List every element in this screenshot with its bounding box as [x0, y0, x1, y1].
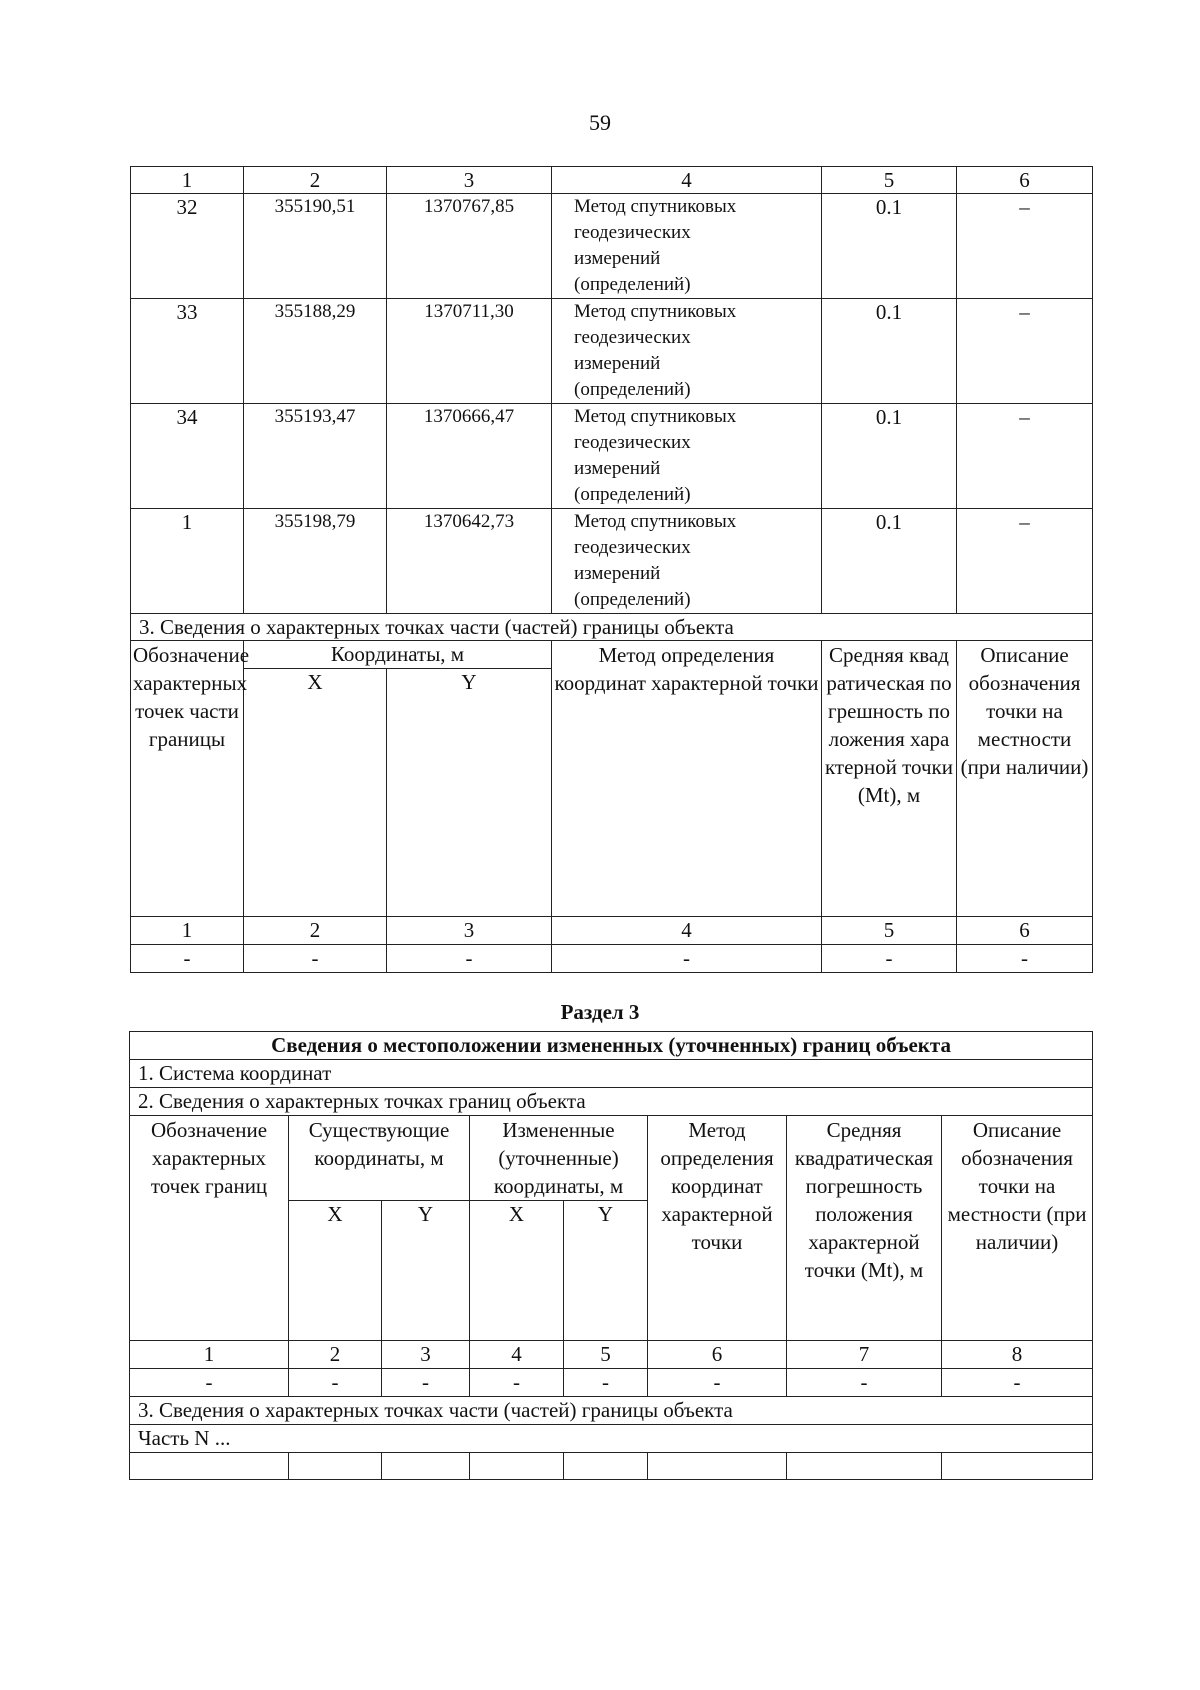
header-description: Описание обозначения точки на местности (при наличии) — [957, 641, 1093, 917]
part-section-label: 3. Сведения о характерных точках части (частей) границы объекта — [130, 1397, 1093, 1425]
mt-value: 0.1 — [822, 299, 957, 404]
method-line: геодезических — [574, 537, 691, 558]
method-line: Метод спутниковых — [574, 406, 737, 427]
coord-y: 1370711,30 — [387, 299, 552, 404]
coord-y: 1370642,73 — [387, 509, 552, 614]
empty-cell: - — [552, 945, 822, 973]
empty-cell: - — [648, 1369, 787, 1397]
blank-cell — [564, 1453, 648, 1480]
blank-cell — [130, 1453, 289, 1480]
header-description: Описание обозначения точки на местности (при наличии) — [942, 1116, 1093, 1341]
col-num: 6 — [957, 917, 1093, 945]
points-info-label: 2. Сведения о характерных точках границ объекта — [130, 1088, 1093, 1116]
method-line: геодезических — [574, 222, 691, 243]
col-num: 8 — [942, 1341, 1093, 1369]
method-line: измерений — [574, 563, 661, 584]
method-line: геодезических — [574, 327, 691, 348]
method-line: геодезических — [574, 432, 691, 453]
coord-x: 355193,47 — [244, 404, 387, 509]
page-number: 59 — [589, 110, 611, 135]
description: – — [957, 299, 1093, 404]
table-row — [131, 299, 1093, 404]
header-mt: Средняя квадратическая погрешность положения характерной точки (Mt), м — [822, 641, 957, 917]
description: – — [957, 404, 1093, 509]
section-title-row — [131, 614, 1093, 641]
coord-y: 1370666,47 — [387, 404, 552, 509]
table-row — [131, 404, 1093, 509]
description: – — [957, 509, 1093, 614]
method-cell — [552, 194, 822, 299]
method-cell — [552, 509, 822, 614]
point-id: 1 — [131, 509, 244, 614]
empty-cell: - — [470, 1369, 564, 1397]
col-num: 3 — [387, 167, 552, 194]
part-n-row — [130, 1425, 1093, 1453]
empty-cell: - — [564, 1369, 648, 1397]
method-line: (определений) — [574, 484, 691, 505]
blank-cell — [470, 1453, 564, 1480]
table-row — [131, 194, 1093, 299]
header-x: X — [470, 1201, 564, 1341]
empty-cell: - — [387, 945, 552, 973]
header-x: X — [289, 1201, 382, 1341]
section3-title: 3. Сведения о характерных точках части (частей) границы объекта — [131, 614, 1093, 641]
empty-row — [131, 945, 1093, 973]
col-num: 1 — [131, 167, 244, 194]
col-num: 4 — [552, 167, 822, 194]
header-coordinates: Координаты, м — [244, 641, 552, 669]
coord-y: 1370767,85 — [387, 194, 552, 299]
column-number-row — [130, 1341, 1093, 1369]
table2-title: Сведения о местоположении измененных (уточненных) границ объекта — [130, 1032, 1093, 1060]
col-num: 3 — [382, 1341, 470, 1369]
col-num: 5 — [822, 917, 957, 945]
header-row — [130, 1116, 1093, 1201]
empty-cell: - — [289, 1369, 382, 1397]
empty-row — [130, 1369, 1093, 1397]
empty-cell: - — [942, 1369, 1093, 1397]
coord-system-label: 1. Система координат — [130, 1060, 1093, 1088]
empty-cell: - — [382, 1369, 470, 1397]
empty-cell: - — [957, 945, 1093, 973]
blank-cell — [787, 1453, 942, 1480]
col-num: 6 — [957, 167, 1093, 194]
empty-cell: - — [244, 945, 387, 973]
col-num: 5 — [564, 1341, 648, 1369]
col-num: 6 — [648, 1341, 787, 1369]
empty-cell: - — [131, 945, 244, 973]
table-row — [131, 509, 1093, 614]
blank-cell — [942, 1453, 1093, 1480]
header-y: Y — [382, 1201, 470, 1341]
method-cell — [552, 404, 822, 509]
header-row — [131, 641, 1093, 669]
col-num: 4 — [470, 1341, 564, 1369]
method-line: измерений — [574, 353, 661, 374]
coord-x: 355198,79 — [244, 509, 387, 614]
header-method: Метод определения координат характерной точки — [648, 1116, 787, 1341]
header-point-label: Обозначение характерных точек части границы — [131, 641, 244, 917]
mt-value: 0.1 — [822, 194, 957, 299]
empty-cell: - — [787, 1369, 942, 1397]
empty-cell: - — [822, 945, 957, 973]
method-line: измерений — [574, 248, 661, 269]
mt-value: 0.1 — [822, 509, 957, 614]
col-num: 2 — [244, 917, 387, 945]
blank-row — [130, 1453, 1093, 1480]
header-y: Y — [387, 669, 552, 917]
col-num: 2 — [244, 167, 387, 194]
header-mt: Средняя квадратическая погрешность положения характерной точки (Mt), м — [787, 1116, 942, 1341]
mt-value: 0.1 — [822, 404, 957, 509]
points-table — [130, 166, 1093, 973]
method-line: Метод спутниковых — [574, 511, 737, 532]
col-num: 1 — [130, 1341, 289, 1369]
point-id: 34 — [131, 404, 244, 509]
point-id: 32 — [131, 194, 244, 299]
col-num: 4 — [552, 917, 822, 945]
method-line: (определений) — [574, 274, 691, 295]
header-method: Метод определения координат характерной точки — [552, 641, 822, 917]
part-section-row — [130, 1397, 1093, 1425]
method-line: (определений) — [574, 589, 691, 610]
column-number-row — [131, 917, 1093, 945]
header-y: Y — [564, 1201, 648, 1341]
coord-x: 355188,29 — [244, 299, 387, 404]
section-heading: Раздел 3 — [560, 1000, 640, 1024]
description: – — [957, 194, 1093, 299]
title-row — [130, 1032, 1093, 1060]
blank-cell — [382, 1453, 470, 1480]
header-changed-coords: Измененные (уточненные) координаты, м — [470, 1116, 648, 1201]
blank-cell — [289, 1453, 382, 1480]
changed-boundaries-table — [129, 1031, 1093, 1480]
method-line: Метод спутниковых — [574, 301, 737, 322]
col-num: 3 — [387, 917, 552, 945]
column-number-row — [131, 167, 1093, 194]
coord-x: 355190,51 — [244, 194, 387, 299]
header-existing-coords: Существующие координаты, м — [289, 1116, 470, 1201]
col-num: 5 — [822, 167, 957, 194]
method-line: (определений) — [574, 379, 691, 400]
coord-system-row — [130, 1060, 1093, 1088]
method-cell — [552, 299, 822, 404]
col-num: 1 — [131, 917, 244, 945]
col-num: 2 — [289, 1341, 382, 1369]
point-id: 33 — [131, 299, 244, 404]
blank-cell — [648, 1453, 787, 1480]
col-num: 7 — [787, 1341, 942, 1369]
header-x: X — [244, 669, 387, 917]
method-line: измерений — [574, 458, 661, 479]
header-point-label: Обозначение характерных точек границ — [130, 1116, 289, 1341]
part-n-label: Часть N ... — [130, 1425, 1093, 1453]
method-line: Метод спутниковых — [574, 196, 737, 217]
points-info-row — [130, 1088, 1093, 1116]
empty-cell: - — [130, 1369, 289, 1397]
